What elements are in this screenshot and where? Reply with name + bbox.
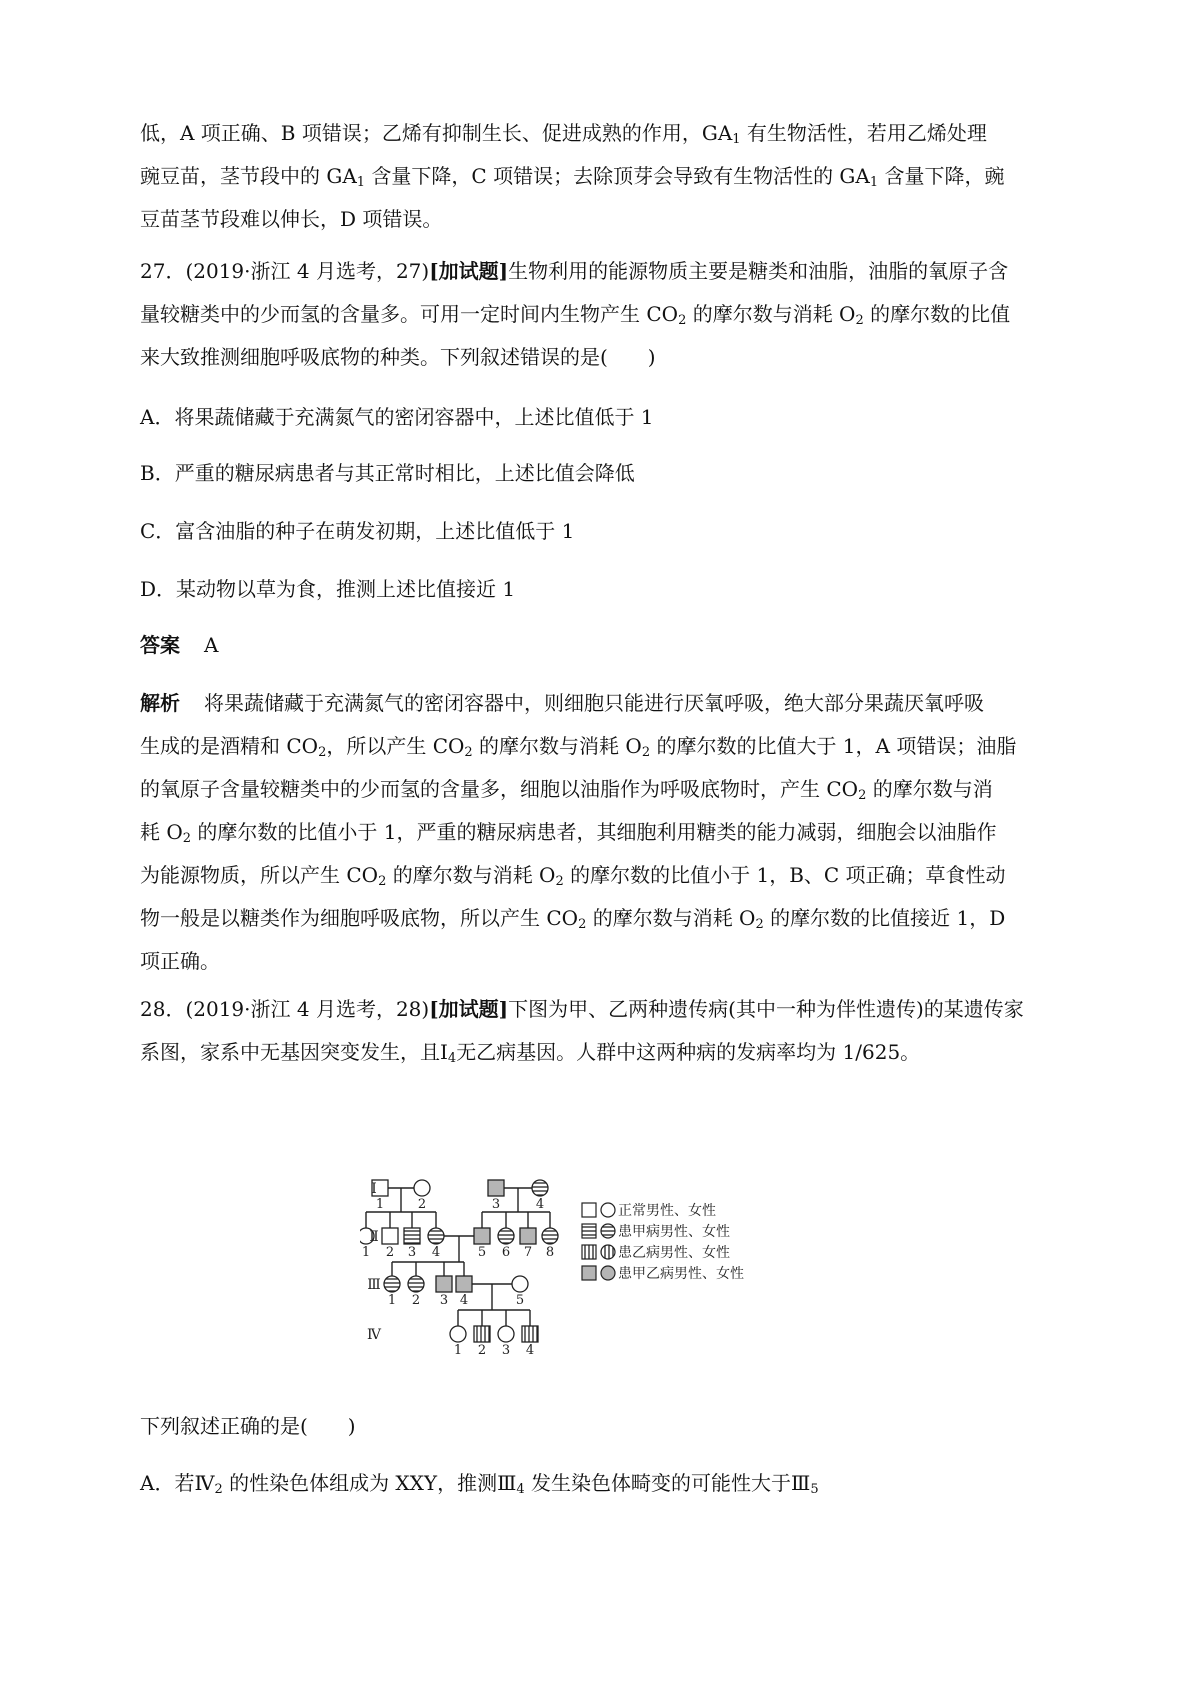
gen1-number-4: 4: [535, 1197, 545, 1212]
subscript: 2: [678, 313, 687, 328]
generation-label-4: Ⅳ: [367, 1327, 381, 1343]
text-run: 有生物活性，若用乙烯处理: [740, 121, 987, 145]
subscript: 1: [869, 175, 879, 190]
legend-label-2: 患甲病男性、女性: [618, 1224, 730, 1240]
gen2-number-3: 3: [407, 1245, 417, 1260]
text-run: 的摩尔数的比值小于 1，严重的糖尿病患者，其细胞利用糖类的能力减弱，细胞会以油脂作: [191, 820, 997, 844]
q28-tag: [加试题]: [429, 997, 509, 1021]
generation-label-2: Ⅱ: [369, 1229, 379, 1245]
analysis-line-2: [140, 725, 1060, 768]
subscript: 4: [447, 1051, 457, 1066]
subscript: 2: [855, 313, 864, 328]
gen1-number-1: 1: [375, 1197, 385, 1212]
legend-label-4: 患甲乙病男性、女性: [618, 1266, 744, 1282]
subscript: 2: [378, 874, 387, 889]
answer-value: A: [204, 633, 219, 657]
text-run: 的摩尔数的比值: [863, 302, 1011, 326]
q27-analysis: [140, 682, 1060, 983]
gen3-number-1: 1: [387, 1293, 397, 1308]
text-run: 为能源物质，所以产生 CO: [140, 863, 379, 887]
text-run: 的摩尔数的比值接近 1，D: [763, 906, 1006, 930]
text-run: 低，A 项正确、B 项错误；乙烯有抑制生长、促进成熟的作用，GA: [140, 121, 733, 145]
text-run: 物一般是以糖类作为细胞呼吸底物，所以产生 CO: [140, 906, 579, 930]
text-run: 生成的是酒精和 CO: [140, 734, 319, 758]
q27-number: 27．(2019·浙江 4 月选考，27): [140, 259, 430, 283]
text-run: 项正确。: [140, 949, 220, 973]
subscript: 2: [858, 788, 867, 803]
q28-line-2: [140, 1031, 1060, 1074]
analysis-line-5: [140, 854, 1060, 897]
analysis-label: 解析: [140, 691, 180, 715]
gen2-number-6: 6: [501, 1245, 511, 1260]
subscript: 2: [214, 1482, 223, 1497]
gen2-individual-2: [382, 1228, 398, 1244]
text-run: 的摩尔数与消耗 O: [586, 906, 756, 930]
text-run: 耗 O: [140, 820, 183, 844]
gen3-number-3: 3: [439, 1293, 449, 1308]
subscript: 2: [555, 874, 564, 889]
gen4-number-4: 4: [525, 1343, 535, 1358]
text-run: 将果蔬储藏于充满氮气的密闭容器中，则细胞只能进行厌氧呼吸，绝大部分果蔬厌氧呼吸: [204, 691, 984, 715]
subscript: 5: [810, 1482, 819, 1497]
text-run: 的摩尔数的比值大于 1，A 项错误；油脂: [650, 734, 1017, 758]
q27-answer: [140, 624, 1060, 667]
subscript: 2: [755, 917, 764, 932]
text-run: 的摩尔数与消耗 O: [472, 734, 642, 758]
question-28-stem: [140, 988, 1060, 1074]
q27-option-c: C．富含油脂的种子在萌发初期，上述比值低于 1: [140, 519, 575, 543]
gen4-number-3: 3: [501, 1343, 511, 1358]
q28-text: 下图为甲、乙两种遗传病(其中一种为伴性遗传)的某遗传家: [508, 997, 1024, 1021]
gen1-individual-2: [414, 1180, 430, 1196]
subscript: 1: [356, 175, 366, 190]
gen2-individual-7: [520, 1228, 536, 1244]
q27-line-1: [140, 250, 1060, 293]
gen3-number-5: 5: [515, 1293, 525, 1308]
generation-label-1: Ⅰ: [371, 1181, 377, 1197]
legend-male-symbol-3: [582, 1245, 596, 1259]
text-run: 的氧原子含量较糖类中的少而氢的含量多，细胞以油脂作为呼吸底物时，产生 CO: [140, 777, 859, 801]
gen3-individual-2: [408, 1276, 424, 1292]
gen3-number-4: 4: [459, 1293, 469, 1308]
text-run: 无乙病基因。人群中这两种病的发病率均为 1/625。: [456, 1040, 921, 1064]
legend-female-symbol-2: [601, 1224, 615, 1238]
text-run: 量较糖类中的少而氢的含量多。可用一定时间内生物产生 CO: [140, 302, 679, 326]
continued-line-1: [140, 112, 1060, 155]
gen4-individual-4: [522, 1326, 538, 1342]
gen2-number-1: 1: [361, 1245, 371, 1260]
subscript: 2: [318, 745, 327, 760]
gen3-individual-1: [384, 1276, 400, 1292]
gen4-number-1: 1: [453, 1343, 463, 1358]
text-run: 发生染色体畸变的可能性大于Ⅲ: [524, 1471, 811, 1495]
continued-analysis-paragraph: [140, 112, 1060, 241]
question-27-stem: [140, 250, 1060, 379]
continued-line-2: [140, 155, 1060, 198]
gen1-number-3: 3: [491, 1197, 501, 1212]
legend-male-symbol-1: [582, 1203, 596, 1217]
q27-tag: [加试题]: [429, 259, 509, 283]
q28-number: 28．(2019·浙江 4 月选考，28): [140, 997, 430, 1021]
subscript: 2: [464, 745, 473, 760]
gen3-individual-4: [456, 1276, 472, 1292]
text-run: 的摩尔数与消耗 O: [386, 863, 556, 887]
gen3-individual-5: [512, 1276, 528, 1292]
text-run: 的摩尔数与消: [866, 777, 993, 801]
gen4-individual-2: [474, 1326, 490, 1342]
gen2-individual-4: [428, 1228, 444, 1244]
gen2-number-5: 5: [477, 1245, 487, 1260]
subscript: 2: [578, 917, 587, 932]
gen4-individual-3: [498, 1326, 514, 1342]
subscript: 4: [516, 1482, 525, 1497]
legend-male-symbol-2: [582, 1224, 596, 1238]
gen2-number-4: 4: [431, 1245, 441, 1260]
subscript: 2: [641, 745, 651, 760]
analysis-line-4: [140, 811, 1060, 854]
q27-option-b: B．严重的糖尿病患者与其正常时相比，上述比值会降低: [140, 461, 635, 485]
gen1-individual-4: [532, 1180, 548, 1196]
analysis-line-3: [140, 768, 1060, 811]
gen3-individual-3: [436, 1276, 452, 1292]
gen3-number-2: 2: [411, 1293, 421, 1308]
legend-label-1: 正常男性、女性: [618, 1203, 716, 1219]
q27-text: 生物利用的能源物质主要是糖类和油脂，油脂的氧原子含: [508, 259, 1009, 283]
q27-option-d: D．某动物以草为食，推测上述比值接近 1: [140, 577, 516, 601]
gen2-individual-6: [498, 1228, 514, 1244]
gen2-individual-3: [404, 1228, 420, 1244]
pedigree-chart: [360, 1170, 840, 1400]
legend-female-symbol-1: [601, 1203, 615, 1217]
text-run: 豌豆苗，茎节段中的 GA: [140, 164, 357, 188]
q27-line-3: 来大致推测细胞呼吸底物的种类。下列叙述错误的是( ): [140, 345, 656, 369]
text-run: 豆苗茎节段难以伸长，D 项错误。: [140, 207, 443, 231]
legend-label-3: 患乙病男性、女性: [618, 1245, 730, 1261]
text-run: 含量下降，豌: [878, 164, 1005, 188]
continued-line-3: [140, 198, 1060, 241]
text-run: 含量下降，C 项错误；去除顶芽会导致有生物活性的 GA: [365, 164, 870, 188]
generation-label-3: Ⅲ: [367, 1277, 381, 1293]
gen1-individual-3: [488, 1180, 504, 1196]
legend-female-symbol-4: [601, 1266, 615, 1280]
text-run: 系图，家系中无基因突变发生，且Ⅰ: [140, 1040, 448, 1064]
text-run: 的摩尔数的比值小于 1，B、C 项正确；草食性动: [563, 863, 1006, 887]
q28-question-stem: 下列叙述正确的是( ): [140, 1414, 356, 1438]
subscript: 2: [182, 831, 192, 846]
text-run: 的摩尔数与消耗 O: [686, 302, 856, 326]
analysis-line-6: [140, 897, 1060, 940]
gen4-number-2: 2: [477, 1343, 487, 1358]
q28-option-a: [140, 1462, 1060, 1505]
gen2-number-7: 7: [523, 1245, 533, 1260]
text-run: 的性染色体组成为 XXY，推测Ⅲ: [222, 1471, 517, 1495]
text-run: A．若Ⅳ: [140, 1471, 215, 1495]
q28-line-1: [140, 988, 1060, 1031]
q27-line-2: [140, 293, 1060, 336]
legend-female-symbol-3: [601, 1245, 615, 1259]
gen2-number-2: 2: [385, 1245, 395, 1260]
gen4-individual-1: [450, 1326, 466, 1342]
answer-label: 答案: [140, 633, 180, 657]
gen2-individual-5: [474, 1228, 490, 1244]
subscript: 1: [732, 132, 741, 147]
gen2-individual-8: [542, 1228, 558, 1244]
legend-male-symbol-4: [582, 1266, 596, 1280]
gen1-number-2: 2: [417, 1197, 427, 1212]
gen2-number-8: 8: [545, 1245, 555, 1260]
analysis-line-1: [140, 682, 1060, 725]
analysis-line-7: [140, 940, 1060, 983]
q27-option-a: A．将果蔬储藏于充满氮气的密闭容器中，上述比值低于 1: [140, 405, 654, 429]
text-run: ，所以产生 CO: [326, 734, 465, 758]
